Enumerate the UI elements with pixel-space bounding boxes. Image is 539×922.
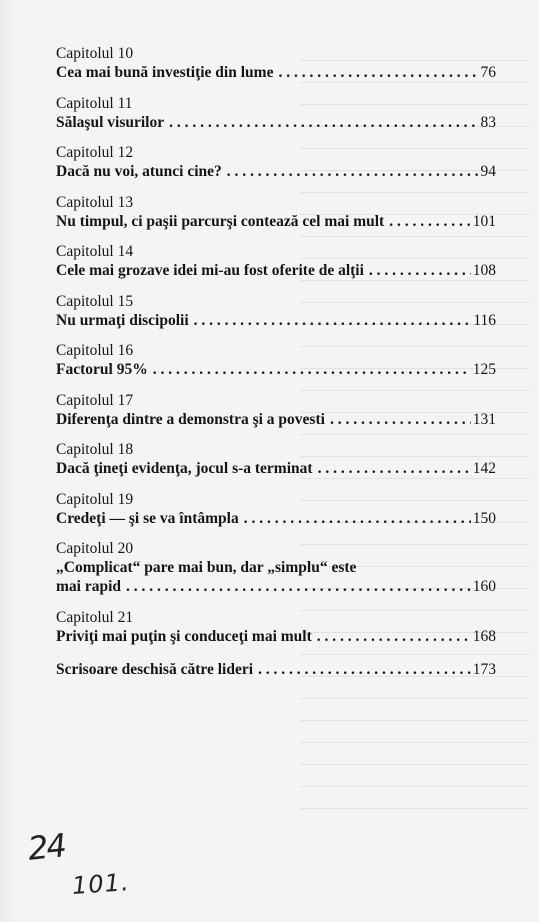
chapter-title: Dacă nu voi, atunci cine? xyxy=(56,163,222,180)
chapter-label: Capitolul 11 xyxy=(56,94,133,112)
chapter-title: Credeţi — şi se va întâmpla xyxy=(56,509,239,527)
chapter-label: Capitolul 12 xyxy=(56,144,134,161)
chapter-title: Priviţi mai puţin şi conduceţi mai mult xyxy=(56,627,312,645)
chapter-label: Capitolul 15 xyxy=(56,292,134,310)
chapter-row xyxy=(56,360,496,379)
toc-entry-19 xyxy=(56,490,496,528)
dot-leader xyxy=(244,509,471,528)
chapter-title: Cea mai bună investiţie din lume xyxy=(56,64,274,81)
chapter-label: Capitolul 17 xyxy=(56,391,134,409)
page-number: 150 xyxy=(472,509,496,527)
dot-leader xyxy=(278,63,478,82)
chapter-label: Capitolul 14 xyxy=(56,243,134,260)
page-number: 173 xyxy=(472,660,496,678)
toc-entry-14 xyxy=(56,242,496,280)
chapter-title: Factorul 95% xyxy=(56,361,148,378)
chapter-title: Diferenţa dintre a demonstra şi a povesti xyxy=(56,410,325,428)
page-number: 83 xyxy=(480,113,496,131)
chapter-title: Nu timpul, ci paşii parcurşi contează cel mai mult xyxy=(56,212,385,230)
dot-leader xyxy=(389,212,471,231)
chapter-label: Capitolul 16 xyxy=(56,342,134,359)
toc-entry-12 xyxy=(56,143,496,181)
page-number: 116 xyxy=(473,311,496,329)
handwritten-note: 24 xyxy=(26,826,67,868)
chapter-label: Capitolul 20 xyxy=(56,540,134,557)
chapter-row xyxy=(56,113,496,132)
dot-leader xyxy=(330,410,471,429)
chapter-row xyxy=(56,577,496,596)
chapter-row xyxy=(56,63,496,82)
page-number: 131 xyxy=(472,410,496,428)
dot-leader xyxy=(169,113,478,132)
page-number: 108 xyxy=(472,262,496,279)
chapter-title: Scrisoare deschisă către lideri xyxy=(56,660,254,678)
toc-entry-15 xyxy=(56,292,496,330)
chapter-row xyxy=(56,627,496,646)
page-number: 76 xyxy=(480,64,496,81)
chapter-label: Capitolul 10 xyxy=(56,45,134,62)
page-number: 160 xyxy=(472,578,496,595)
page-number: 94 xyxy=(480,163,496,180)
dot-leader xyxy=(369,261,471,280)
dot-leader xyxy=(317,627,471,646)
chapter-title: Dacă ţineţi evidenţa, jocul s-a terminat xyxy=(56,460,313,477)
chapter-title-line1: „Complicat“ pare mai bun, dar „simplu“ este xyxy=(56,559,357,576)
toc-entry-10 xyxy=(56,44,496,82)
toc-entry-11 xyxy=(56,94,496,132)
table-of-contents xyxy=(56,44,496,690)
toc-entry-closing-letter xyxy=(56,660,496,679)
dot-leader xyxy=(227,162,479,181)
toc-entry-17 xyxy=(56,391,496,429)
toc-entry-18 xyxy=(56,440,496,478)
dot-leader xyxy=(194,311,472,330)
chapter-title: Cele mai grozave idei mi-au fost oferite de alţii xyxy=(56,262,364,279)
chapter-title: Nu urmaţi discipolii xyxy=(56,311,189,329)
chapter-row xyxy=(56,660,496,679)
toc-entry-16 xyxy=(56,341,496,379)
toc-entry-20 xyxy=(56,539,496,596)
dot-leader xyxy=(318,459,471,478)
handwritten-note: 101. xyxy=(71,868,131,900)
chapter-row xyxy=(56,261,496,280)
chapter-row xyxy=(56,212,496,231)
page-number: 125 xyxy=(472,361,496,378)
chapter-title: mai rapid xyxy=(56,578,122,595)
page-number: 101 xyxy=(472,212,496,230)
page-number: 142 xyxy=(472,460,496,477)
chapter-row xyxy=(56,410,496,429)
chapter-row xyxy=(56,311,496,330)
chapter-label: Capitolul 21 xyxy=(56,608,134,626)
chapter-title: Sălaşul visurilor xyxy=(56,113,165,131)
toc-entry-13 xyxy=(56,193,496,231)
dot-leader xyxy=(258,660,471,679)
chapter-label: Capitolul 19 xyxy=(56,490,134,508)
chapter-row xyxy=(56,459,496,478)
dot-leader xyxy=(126,577,471,596)
dot-leader xyxy=(153,360,471,379)
toc-entry-21 xyxy=(56,608,496,646)
page-number: 168 xyxy=(472,627,496,645)
chapter-row xyxy=(56,162,496,181)
chapter-row xyxy=(56,509,496,528)
chapter-label: Capitolul 13 xyxy=(56,193,134,211)
chapter-label: Capitolul 18 xyxy=(56,441,134,458)
